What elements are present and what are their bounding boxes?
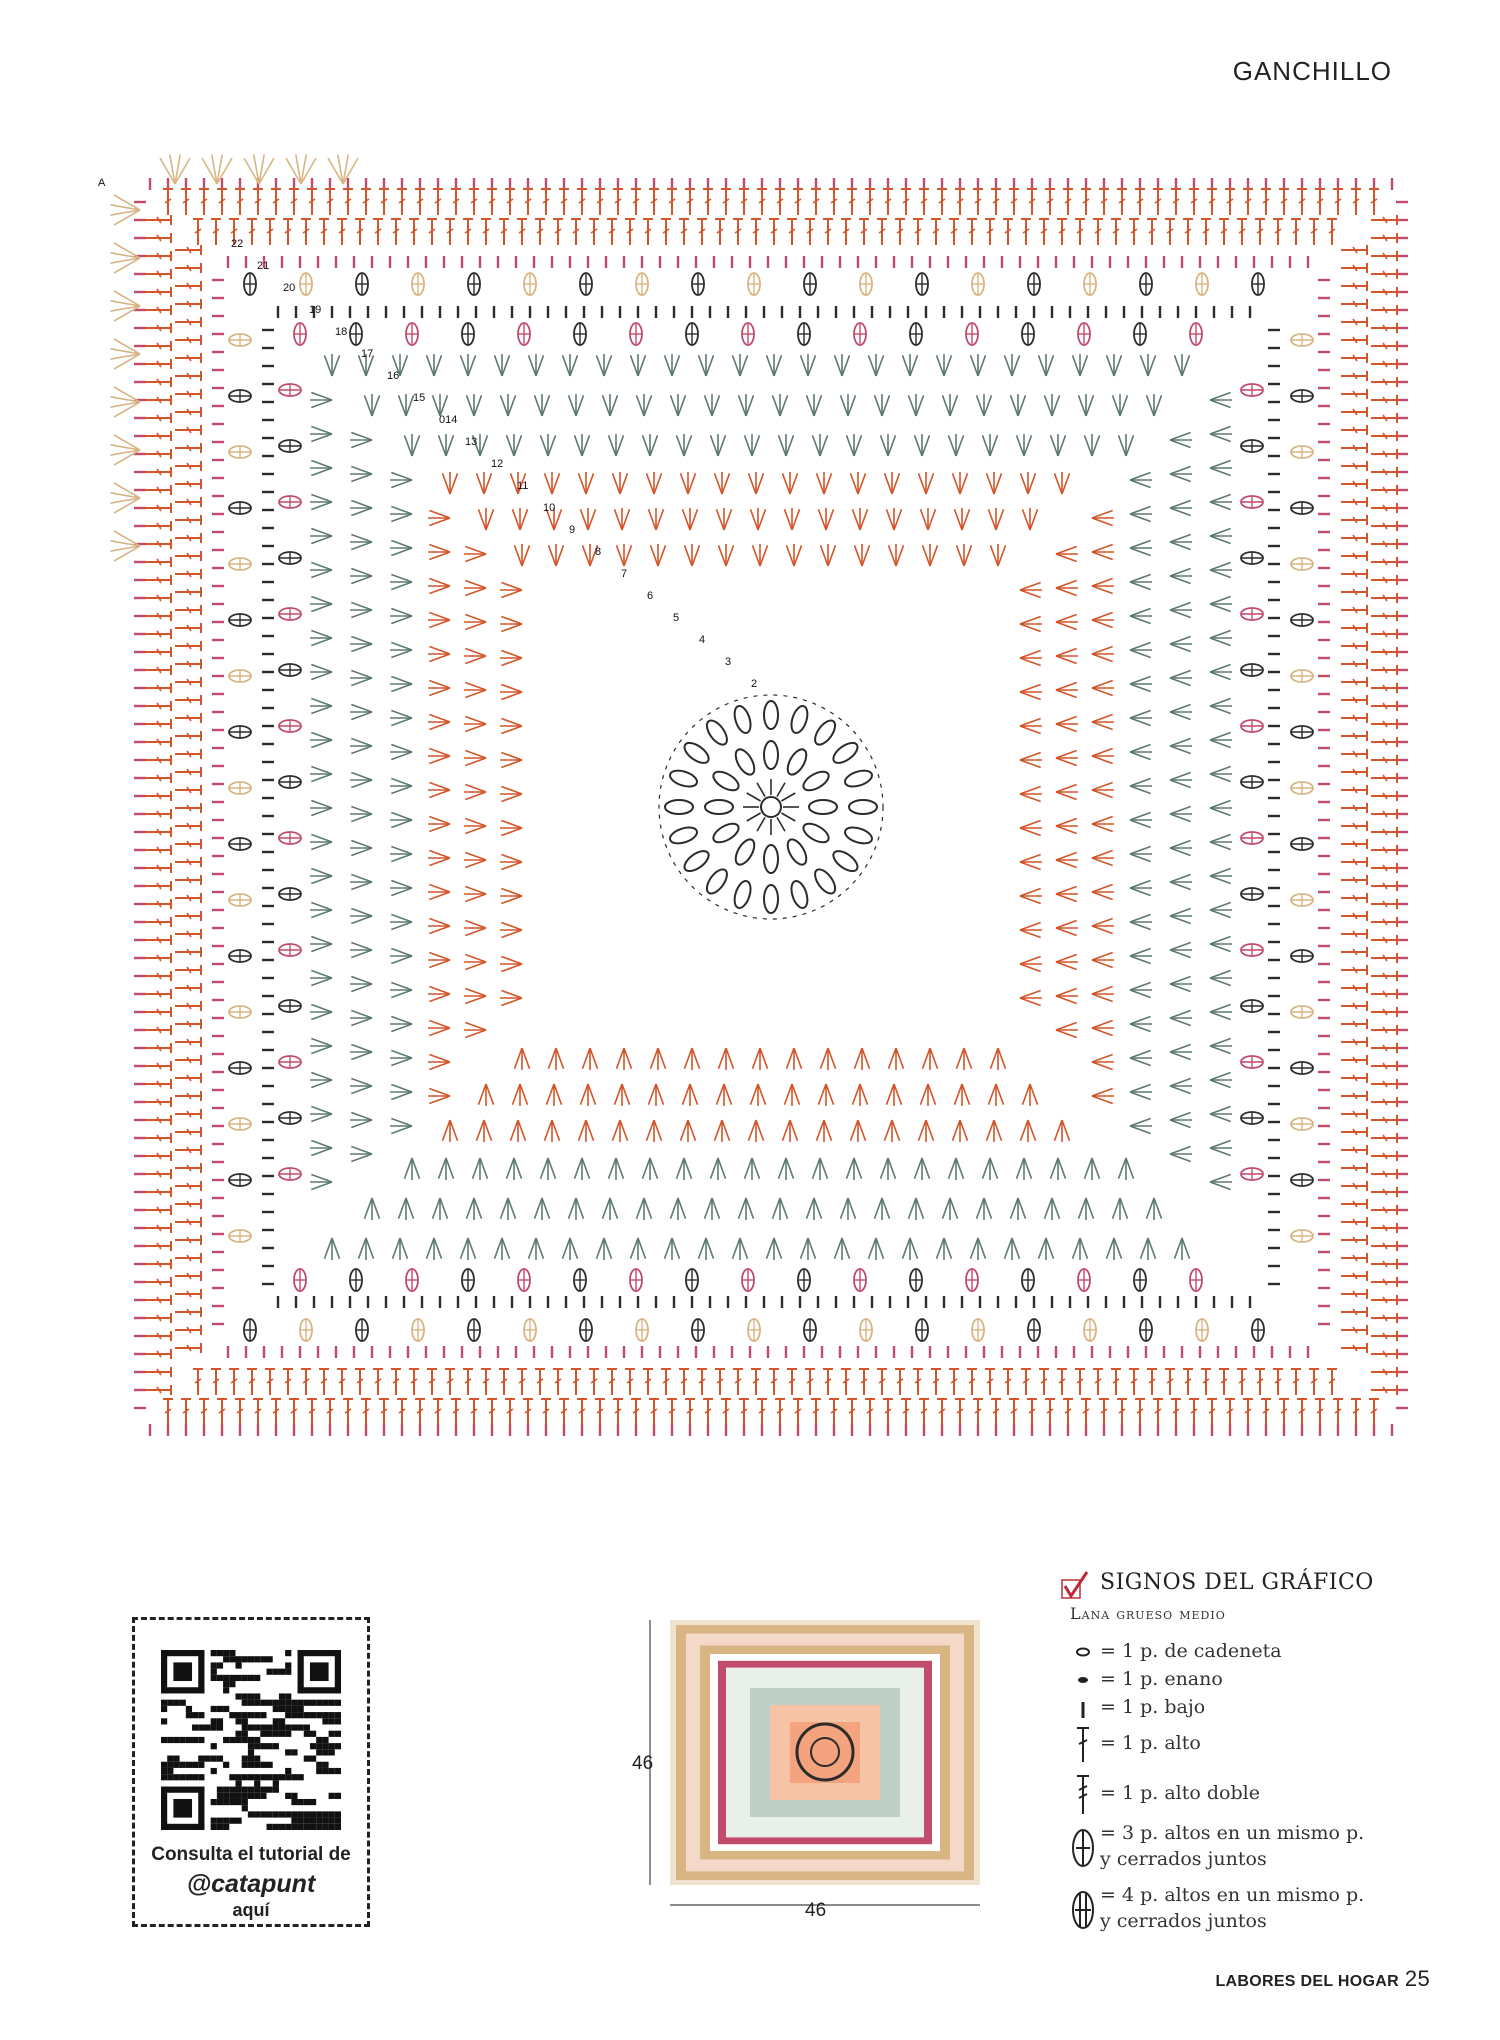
section-title: GANCHILLO [1232, 56, 1392, 86]
round-label: 22 [231, 238, 244, 250]
round-label: 9 [569, 524, 576, 536]
round-label: 10 [543, 502, 556, 514]
chart-rings [134, 178, 1408, 1436]
round-label: 20 [283, 282, 296, 294]
legend-subtitle: Lana grueso medio [1070, 1604, 1226, 1623]
round-label: 3 [725, 656, 732, 668]
round-label: 4 [699, 634, 706, 646]
page-footer [1215, 1966, 1430, 1992]
edging-sample [110, 154, 358, 561]
round-label: 15 [413, 392, 426, 404]
round-label: 11 [517, 480, 529, 492]
qr-caption: Consulta el tutorial de [151, 1844, 351, 1865]
treble-crochet-icon [1068, 1772, 1098, 1816]
round-label: 7 [621, 568, 628, 580]
round-label: 18 [335, 326, 348, 338]
legend-title: SIGNOS DEL GRÁFICO [1100, 1570, 1374, 1595]
round-label: 5 [673, 612, 680, 624]
chain-stitch-icon [1068, 1642, 1098, 1662]
round-label: 19 [309, 304, 322, 316]
slip-stitch-icon [1068, 1670, 1098, 1690]
round-labels [231, 238, 757, 690]
crochet-chart [80, 140, 1440, 1500]
round-label: 8 [595, 546, 602, 558]
cluster-3-icon [1068, 1826, 1098, 1870]
height-dimension: 46 [632, 1753, 654, 1774]
round-label: 21 [257, 260, 270, 272]
mini-overview [620, 1600, 1000, 1920]
cluster-4-icon [1068, 1888, 1098, 1932]
qr-callout[interactable] [132, 1617, 370, 1927]
page-number: 25 [1404, 1966, 1430, 1991]
checkmark-icon [1060, 1570, 1090, 1602]
round-label: 17 [361, 348, 374, 360]
qr-handle: @catapunt [186, 1870, 316, 1898]
round-label: 6 [647, 590, 654, 602]
corner-marker-label: A [98, 177, 106, 189]
double-crochet-icon [1068, 1724, 1098, 1764]
round-label: 16 [387, 370, 400, 382]
width-dimension: 46 [805, 1900, 827, 1921]
center-motif [659, 695, 883, 919]
single-crochet-icon [1068, 1696, 1098, 1722]
round-label: 2 [751, 678, 758, 690]
magazine-name: LABORES DEL HOGAR [1215, 1973, 1399, 1990]
qr-here: aquí [232, 1900, 270, 1920]
round-label: 12 [491, 458, 504, 470]
round-label: 13 [465, 436, 478, 448]
round-label: 014 [439, 414, 458, 426]
qr-code[interactable] [161, 1650, 341, 1830]
